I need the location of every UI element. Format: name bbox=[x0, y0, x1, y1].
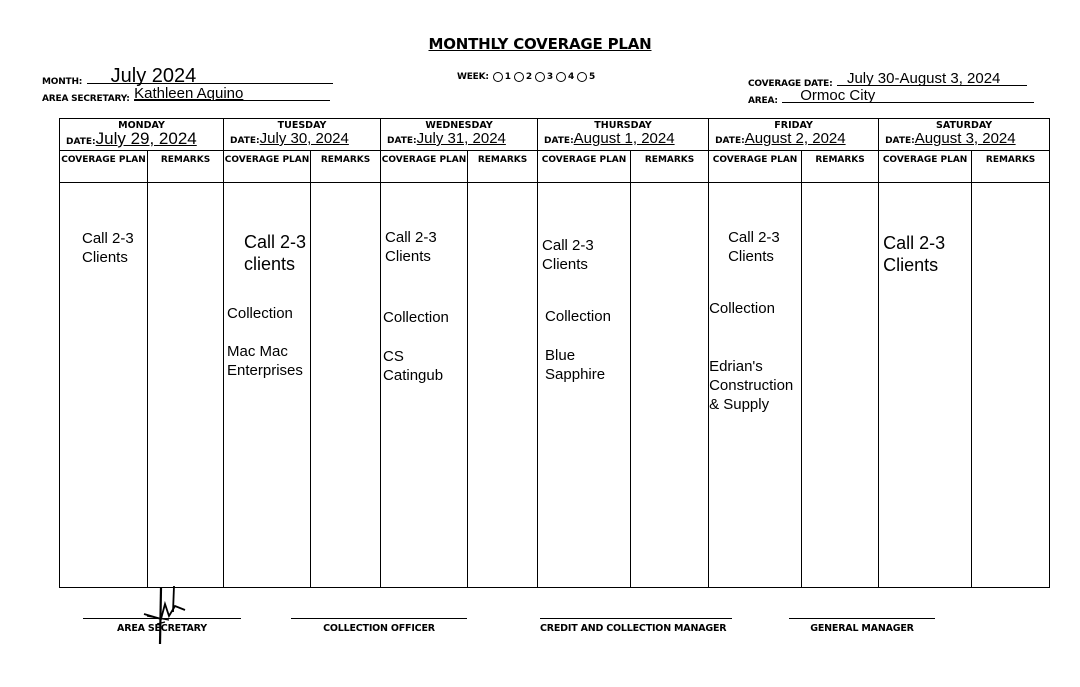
remarks-cell-saturday[interactable] bbox=[972, 183, 1050, 588]
date-value: August 3, 2024 bbox=[914, 130, 1016, 147]
signature-area-secretary bbox=[83, 603, 241, 634]
plan-entry: Edrian's Construction & Supply bbox=[709, 358, 794, 413]
coverage-plan-cell-monday[interactable] bbox=[60, 183, 148, 588]
date-value: July 31, 2024 bbox=[416, 130, 506, 147]
plan-entry: Call 2-3 Clients bbox=[883, 233, 946, 275]
remarks-header: REMARKS bbox=[802, 151, 879, 183]
handwritten-signature-icon bbox=[139, 586, 191, 648]
column-header-row bbox=[60, 151, 1050, 183]
remarks-header: REMARKS bbox=[468, 151, 538, 183]
date-value: August 2, 2024 bbox=[744, 130, 846, 147]
day-header-wednesday: WEDNESDAY DATE:July 31, 2024 bbox=[381, 119, 538, 151]
remarks-header: REMARKS bbox=[311, 151, 381, 183]
signature-credit-collection-manager bbox=[540, 603, 732, 634]
remarks-cell-wednesday[interactable] bbox=[468, 183, 538, 588]
day-header-tuesday: TUESDAY DATE:July 30, 2024 bbox=[224, 119, 381, 151]
signature-general-manager bbox=[789, 603, 935, 634]
coverage-plan-cell-wednesday[interactable] bbox=[381, 183, 468, 588]
radio-icon[interactable] bbox=[535, 72, 545, 82]
coverage-plan-cell-tuesday[interactable] bbox=[224, 183, 311, 588]
coverage-plan-cell-thursday[interactable] bbox=[538, 183, 631, 588]
week-option-4[interactable]: 4 bbox=[555, 72, 574, 82]
area-value: Ormoc City bbox=[800, 87, 876, 104]
area-secretary-label: AREA SECRETARY: bbox=[42, 94, 130, 104]
signature-line[interactable] bbox=[789, 603, 935, 619]
coverage-plan-header: COVERAGE PLAN bbox=[709, 151, 802, 183]
radio-icon[interactable] bbox=[514, 72, 524, 82]
coverage-date-input[interactable] bbox=[837, 71, 1027, 86]
area-label: AREA: bbox=[748, 96, 778, 106]
plan-entry: Collection bbox=[227, 305, 293, 322]
coverage-plan-cell-friday[interactable] bbox=[709, 183, 802, 588]
remarks-header: REMARKS bbox=[972, 151, 1050, 183]
signature-label: CREDIT AND COLLECTION MANAGER bbox=[540, 623, 727, 634]
day-header-row bbox=[60, 119, 1050, 151]
plan-entry: Call 2-3 Clients bbox=[542, 237, 594, 273]
plan-entry: Call 2-3 clients bbox=[244, 232, 307, 274]
document-title: MONTHLY COVERAGE PLAN bbox=[428, 35, 652, 53]
area-secretary-field bbox=[42, 85, 342, 106]
date-field[interactable]: DATE:July 31, 2024 bbox=[387, 130, 506, 147]
radio-icon[interactable] bbox=[556, 72, 566, 82]
month-label: MONTH: bbox=[42, 77, 83, 87]
week-option-3[interactable]: 3 bbox=[534, 72, 553, 82]
plan-entry: CS Catingub bbox=[383, 348, 444, 384]
plan-entry: Call 2-3 Clients bbox=[385, 229, 437, 265]
plan-entry: Collection bbox=[709, 300, 775, 317]
date-value: July 30, 2024 bbox=[259, 130, 349, 147]
remarks-cell-friday[interactable] bbox=[802, 183, 879, 588]
plan-entry: Call 2-3 Clients bbox=[82, 230, 134, 266]
day-header-saturday: SATURDAY DATE:August 3, 2024 bbox=[879, 119, 1050, 151]
signature-label: GENERAL MANAGER bbox=[810, 623, 914, 634]
coverage-plan-header: COVERAGE PLAN bbox=[381, 151, 468, 183]
plan-entry: Call 2-3 Clients bbox=[728, 229, 780, 265]
area-field bbox=[748, 88, 1048, 108]
day-header-monday: MONDAY DATE:July 29, 2024 bbox=[60, 119, 224, 151]
date-value: August 1, 2024 bbox=[573, 130, 675, 147]
area-secretary-value: Kathleen Aquino bbox=[134, 85, 244, 102]
signature-line[interactable] bbox=[540, 603, 732, 619]
date-field[interactable]: DATE:August 1, 2024 bbox=[544, 130, 675, 147]
area-secretary-input[interactable] bbox=[134, 85, 330, 101]
coverage-table bbox=[59, 118, 1050, 588]
plan-entry: Collection bbox=[545, 308, 611, 325]
coverage-date-value: July 30-August 3, 2024 bbox=[846, 70, 1001, 87]
week-option-1[interactable]: 1 bbox=[492, 72, 511, 82]
date-field[interactable]: DATE:July 29, 2024 bbox=[66, 129, 197, 148]
month-value: July 2024 bbox=[110, 65, 197, 87]
month-input[interactable] bbox=[87, 65, 333, 87]
plan-entry: Mac Mac Enterprises bbox=[227, 343, 303, 379]
remarks-cell-tuesday[interactable] bbox=[311, 183, 381, 588]
week-label: WEEK: bbox=[457, 72, 489, 82]
signature-collection-officer bbox=[291, 603, 467, 634]
day-header-friday: FRIDAY DATE:August 2, 2024 bbox=[709, 119, 879, 151]
remarks-header: REMARKS bbox=[148, 151, 224, 183]
date-field[interactable]: DATE:August 2, 2024 bbox=[715, 130, 846, 147]
plan-entry: Collection bbox=[383, 309, 449, 326]
coverage-plan-cell-saturday[interactable] bbox=[879, 183, 972, 588]
signature-label: AREA SECRETARY bbox=[117, 623, 207, 634]
coverage-plan-header: COVERAGE PLAN bbox=[60, 151, 148, 183]
coverage-plan-header: COVERAGE PLAN bbox=[224, 151, 311, 183]
plan-body-row bbox=[60, 183, 1050, 588]
signature-line[interactable] bbox=[291, 603, 467, 619]
date-field[interactable]: DATE:August 3, 2024 bbox=[885, 130, 1016, 147]
remarks-cell-monday[interactable] bbox=[148, 183, 224, 588]
coverage-date-label: COVERAGE DATE: bbox=[748, 79, 833, 89]
signature-label: COLLECTION OFFICER bbox=[323, 623, 435, 634]
date-value: July 29, 2024 bbox=[95, 129, 197, 148]
coverage-plan-header: COVERAGE PLAN bbox=[538, 151, 631, 183]
remarks-cell-thursday[interactable] bbox=[631, 183, 709, 588]
date-field[interactable]: DATE:July 30, 2024 bbox=[230, 130, 349, 147]
week-option-5[interactable]: 5 bbox=[576, 72, 595, 82]
week-selector bbox=[457, 72, 597, 82]
remarks-header: REMARKS bbox=[631, 151, 709, 183]
area-input[interactable] bbox=[782, 88, 1034, 103]
radio-icon[interactable] bbox=[493, 72, 503, 82]
radio-icon[interactable] bbox=[577, 72, 587, 82]
plan-entry: Blue Sapphire bbox=[545, 347, 606, 383]
day-header-thursday: THURSDAY DATE:August 1, 2024 bbox=[538, 119, 709, 151]
week-option-2[interactable]: 2 bbox=[513, 72, 532, 82]
coverage-plan-header: COVERAGE PLAN bbox=[879, 151, 972, 183]
